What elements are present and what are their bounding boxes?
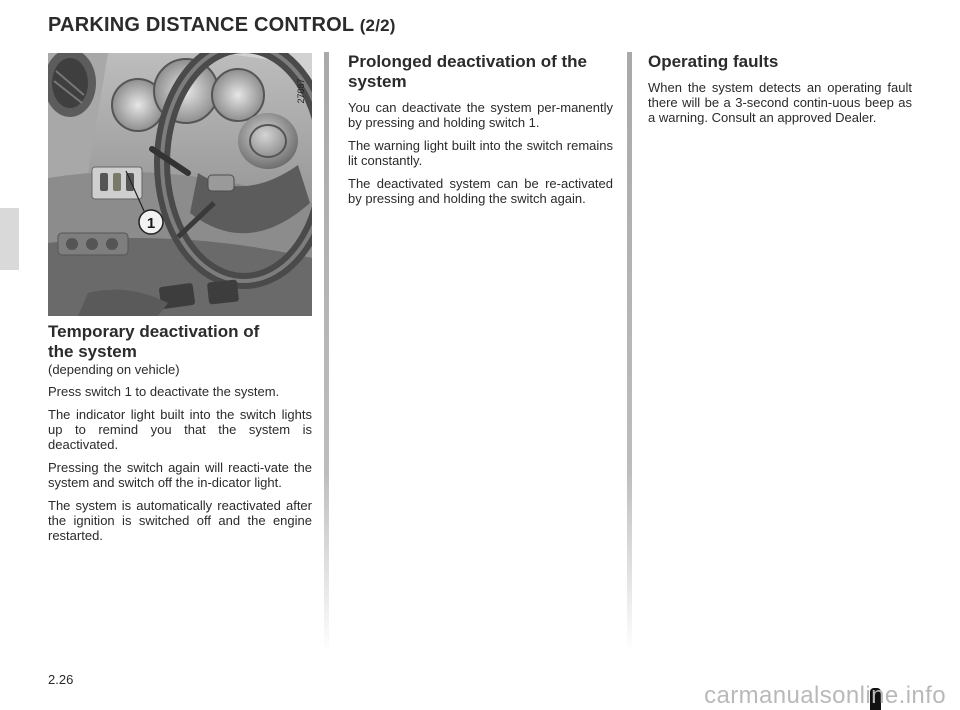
section-temporary-deactivation: [48, 322, 312, 551]
paragraph: The system is automatically reactivated after the ignition is switched off and the engine restarted.: [48, 498, 312, 543]
section-heading: Temporary deactivation of the system: [48, 322, 260, 361]
paragraph: Press switch 1 to deactivate the system.: [48, 384, 280, 399]
vehicle-note: (depending on vehicle): [48, 362, 180, 377]
paragraph: You can deactivate the system per-manently by pressing and holding switch 1.: [348, 100, 613, 130]
dashboard-illustration: [48, 53, 312, 316]
section-prolonged-deactivation: [348, 52, 613, 214]
page-title-part: (2/2): [359, 16, 396, 35]
watermark: carmanualsonline.info: [704, 682, 946, 709]
paragraph: The indicator light built into the switch lights up to remind you that the system is deactivated.: [48, 407, 312, 452]
paragraph: When the system detects an operating fault there will be a 3-second contin-uous beep as a warning. Consult an approved Dealer.: [648, 80, 912, 125]
dashboard-photo: [48, 53, 312, 316]
column-divider-left: [324, 52, 329, 652]
section-heading: Prolonged deactivation of the system: [348, 52, 587, 91]
paragraph: The warning light built into the switch remains lit constantly.: [348, 138, 613, 168]
figure-reference-code: 27087: [296, 78, 306, 104]
chapter-tab: [0, 208, 19, 270]
paragraph: Pressing the switch again will reacti-vate the system and switch off the in-dicator light.: [48, 460, 312, 490]
switch-callout-label: 1: [146, 215, 156, 232]
page-title: [48, 14, 396, 37]
page-title-main: PARKING DISTANCE CONTROL: [48, 14, 354, 36]
section-operating-faults: [648, 52, 912, 133]
page-number: 2.26: [48, 672, 74, 687]
paragraph: The deactivated system can be re-activated by pressing and holding the switch again.: [348, 176, 613, 206]
column-divider-right: [627, 52, 632, 652]
section-heading: Operating faults: [648, 52, 779, 71]
